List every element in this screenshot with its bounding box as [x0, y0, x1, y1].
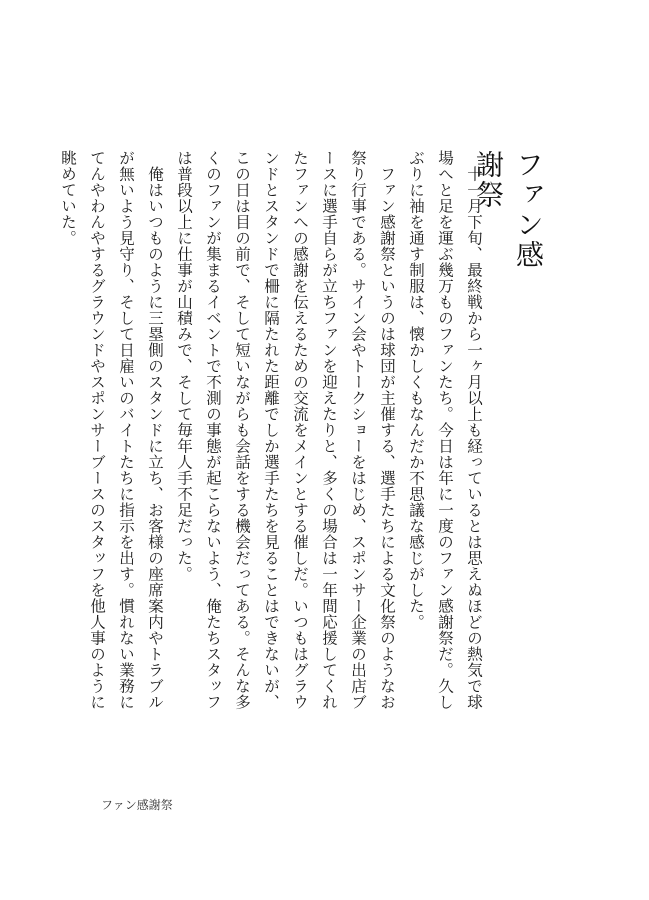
page-title: ファン感謝祭: [472, 150, 545, 270]
paragraph: ファン感謝祭というのは球団が主催する、選手たちによる文化祭のようなお祭り行事である。サイン会やトークショーをはじめ、スポンサー企業の出店ブースに選手自らが立ちファンを迎えたりと、多くの場合は一年間応援してくれたファンへの感謝を伝えるための交流をメインとする催しだ。いつもはグラウンドとスタンドで柵に隔たれた距離でしか選手たちを見ることはできないが、この日は目の前で、そして短いながらも会話をする機会だってある。そんな多くのファンが集まるイベントで不測の事態が起こらないよう、俺たちスタッフは普段以上に仕事が山積みで、そして毎年人手不足だった。: [175, 150, 396, 710]
paragraph: 十一月下旬、最終戦から一ヶ月以上も経っているとは思えぬほどの熱気で球場へと足を運ぶ幾万ものファンたち。今日は年に一度のファン感謝祭だ。久しぶりに袖を通す制服は、懐かしくもなんだか不思議な感じがした。: [407, 150, 483, 710]
body-text: [59, 150, 488, 710]
running-footer: ファン感謝祭: [101, 798, 173, 812]
paragraph: 俺はいつものように三塁側のスタンドに立ち、お客様の座席案内やトラブルが無いよう見守り、そして日雇いのバイトたちに指示を出す。慣れない業務にてんやわんやするグラウンドやスポンサーブースのスタッフを他人事のように眺めていた。: [59, 150, 164, 710]
